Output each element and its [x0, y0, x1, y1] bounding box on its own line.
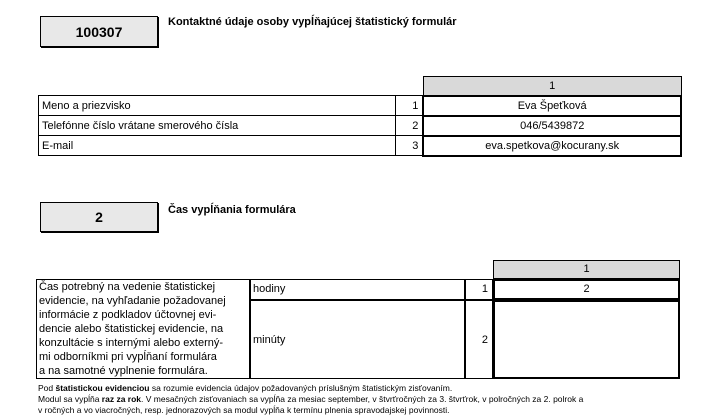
- name-field[interactable]: Eva Špeťková: [423, 96, 681, 116]
- description-line: mi odborníkmi pri vypĺňaní formulára: [39, 351, 217, 363]
- column-header: 1: [493, 260, 680, 279]
- module-code: 2: [95, 209, 103, 225]
- row-number: 1: [465, 279, 493, 300]
- description-line: konzultácie s internými alebo externý-: [39, 337, 224, 349]
- footer-bold: štatistickou evidenciou: [55, 383, 150, 393]
- column-header: 1: [423, 77, 681, 96]
- contact-table: [38, 76, 682, 157]
- row-number: 3: [395, 136, 423, 156]
- row-label: E-mail: [39, 136, 396, 156]
- module-code-box: [40, 202, 158, 232]
- footer-bold: raz za rok: [101, 394, 142, 404]
- footer-notes: [38, 383, 718, 416]
- hours-field[interactable]: 2: [493, 279, 680, 300]
- section-title: Kontaktné údaje osoby vypĺňajúcej štatistický formulár: [168, 16, 457, 28]
- footer-line: [38, 383, 718, 394]
- row-number: 1: [395, 96, 423, 116]
- minutes-label-text: minúty: [253, 333, 286, 346]
- description-line: dencie alebo štatistickej evidencie, na: [39, 323, 224, 335]
- row-label: Telefónne číslo vrátane smerového čísla: [39, 116, 396, 136]
- time-description: [36, 279, 250, 379]
- minutes-label: [250, 300, 465, 379]
- table-row: [39, 96, 682, 116]
- table-row: [39, 116, 682, 136]
- footer-line: [38, 394, 718, 405]
- footer-text: Modul sa vypĺňa: [38, 394, 102, 404]
- row-number: [465, 300, 493, 379]
- footer-text: sa rozumie evidencia údajov požadovaných príslušným štatistickým zisťovaním.: [149, 383, 453, 393]
- row-label: Meno a priezvisko: [39, 96, 396, 116]
- description-line: Čas potrebný na vedenie štatistickej: [39, 281, 216, 293]
- row-number-text: 2: [481, 333, 488, 346]
- hours-label: hodiny: [250, 279, 465, 300]
- email-field[interactable]: eva.spetkova@kocurany.sk: [423, 136, 681, 156]
- description-line: a na samotné vyplnenie formulára.: [39, 365, 208, 377]
- footer-line: v ročných a vo viacročných, resp. jednorazových sa modul vypĺňa k termínu plnenia spravodajskej povinnosti.: [38, 405, 450, 415]
- module-code: 100307: [75, 23, 123, 40]
- footer-text: . V mesačných zisťovaniach sa vypĺňa za mesiac september, v štvrťročných za 3. štvrťrok, v polročných za 2. polrok a: [141, 394, 584, 404]
- description-line: informácie z podkladov účtovnej evi-: [39, 309, 217, 321]
- minutes-field[interactable]: [493, 300, 680, 379]
- footer-text: Pod: [38, 383, 56, 393]
- phone-field[interactable]: 046/5439872: [423, 116, 681, 136]
- description-line: evidencie, na vyhľadanie požadovanej: [39, 295, 226, 307]
- table-row: [39, 136, 682, 156]
- row-number: 2: [395, 116, 423, 136]
- section-title: Čas vypĺňania formulára: [168, 204, 296, 216]
- module-code-box: [40, 16, 158, 47]
